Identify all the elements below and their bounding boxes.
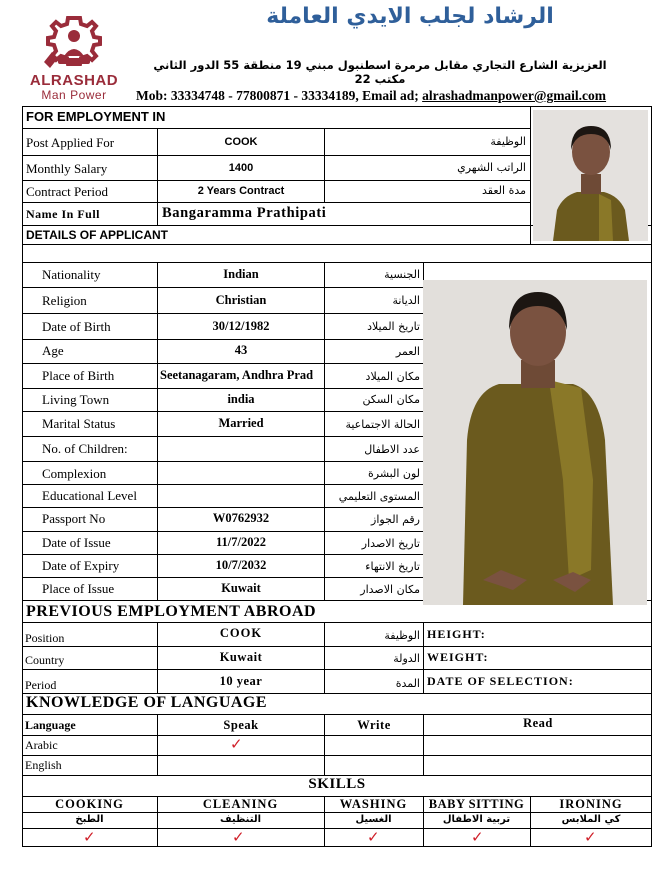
contract-period-label-ar: مدة العقد <box>482 184 526 197</box>
place-of-issue-value: Kuwait <box>221 581 261 595</box>
cleaning-check-icon: ✓ <box>232 828 245 846</box>
skill-baby-sitting-ar: تربية الاطفال <box>442 814 511 825</box>
applicant-photo-full <box>423 280 647 605</box>
marital-status-label: Marital Status <box>42 416 116 431</box>
prev-period-value: 10 year <box>219 674 263 688</box>
previous-employment-title: PREVIOUS EMPLOYMENT ABROAD <box>26 603 317 620</box>
passport-no-value: W0762932 <box>212 511 270 525</box>
applicant-photo-small <box>533 110 648 241</box>
post-applied-value: COOK <box>224 136 258 148</box>
baby-sitting-check-icon: ✓ <box>471 828 484 846</box>
skill-ironing: IRONING <box>559 797 623 811</box>
prev-country-label-ar: الدولة <box>393 652 420 665</box>
prev-country-value: Kuwait <box>219 650 263 664</box>
washing-check-icon: ✓ <box>367 828 380 846</box>
skill-cooking-ar: الطبخ <box>75 814 104 825</box>
skill-baby-sitting: BABY SITTING <box>428 797 525 811</box>
skill-washing: WASHING <box>339 797 408 811</box>
age-label-ar: العمر <box>395 345 420 358</box>
children-label: No. of Children: <box>42 441 128 456</box>
dob-label-ar: تاريخ الميلاد <box>367 320 420 333</box>
education-label: Educational Level <box>42 488 137 503</box>
place-of-birth-label: Place of Birth <box>42 368 115 383</box>
nationality-label-ar: الجنسية <box>384 268 420 281</box>
nationality-label: Nationality <box>42 267 101 282</box>
passport-no-label: Passport No <box>42 511 106 526</box>
marital-status-label-ar: الحالة الاجتماعية <box>345 418 420 431</box>
logo-name: ALRASHAD <box>29 72 119 89</box>
date-of-issue-label-ar: تاريخ الاصدار <box>361 537 420 550</box>
skills-section-title: SKILLS <box>308 776 366 792</box>
monthly-salary-label-ar: الراتب الشهري <box>457 161 526 174</box>
language-col-header: Language <box>25 718 76 732</box>
prev-position-label: Position <box>25 631 65 645</box>
prev-country-label: Country <box>25 653 65 667</box>
post-applied-label: Post Applied For <box>26 135 115 150</box>
date-of-issue-value: 11/7/2022 <box>215 535 266 549</box>
education-label-ar: المستوى التعليمي <box>338 490 420 503</box>
skill-cleaning-ar: التنظيف <box>219 814 262 825</box>
prev-position-value: COOK <box>219 626 263 640</box>
living-town-value: india <box>227 392 255 406</box>
age-label: Age <box>42 343 64 358</box>
date-of-expiry-value: 10/7/2032 <box>215 558 267 572</box>
language-section-title: KNOWLEDGE OF LANGUAGE <box>26 694 268 711</box>
read-col-header: Read <box>523 716 553 730</box>
living-town-label: Living Town <box>42 392 110 407</box>
place-of-issue-label: Place of Issue <box>42 581 115 596</box>
skill-cleaning: CLEANING <box>202 797 279 811</box>
religion-label: Religion <box>42 293 87 308</box>
skill-cooking: COOKING <box>55 797 124 811</box>
weight-label: WEIGHT: <box>427 650 489 664</box>
living-town-label-ar: مكان السكن <box>362 393 420 406</box>
height-label: HEIGHT: <box>427 627 486 641</box>
passport-no-label-ar: رقم الجواز <box>371 513 420 526</box>
prev-position-label-ar: الوظيفة <box>384 629 420 642</box>
religion-label-ar: الديانة <box>392 294 420 307</box>
monthly-salary-label: Monthly Salary <box>26 161 108 176</box>
applicant-section-title: DETAILS OF APPLICANT <box>26 228 168 242</box>
children-label-ar: عدد الاطفال <box>364 443 420 456</box>
company-title-arabic: الرشاد لجلب الايدي العاملة <box>266 4 554 29</box>
age-value: 43 <box>234 343 248 357</box>
language-english-label: English <box>25 758 62 772</box>
prev-period-label: Period <box>25 678 57 692</box>
place-of-issue-label-ar: مكان الاصدار <box>360 583 420 596</box>
date-of-expiry-label: Date of Expiry <box>42 558 120 573</box>
cooking-check-icon: ✓ <box>83 828 96 846</box>
logo-subtitle: Man Power <box>41 88 107 102</box>
skill-ironing-ar: كي الملابس <box>561 814 621 825</box>
company-address-arabic: العزيزية الشارع التجاري مقابل مرمرة اسطنبول مبني 19 منطقة 55 الدور الثاني مكتب 22 <box>153 58 607 86</box>
prev-period-label-ar: المدة <box>395 677 420 690</box>
monthly-salary-value: 1400 <box>228 162 254 174</box>
contact-line <box>136 88 656 104</box>
contact-phones: Mob: 33334748 - 77800871 - 33334189, Email ad; <box>136 88 423 103</box>
arabic-speak-check-icon: ✓ <box>230 735 243 753</box>
contact-email[interactable]: alrashadmanpower@gmail.com <box>422 88 607 103</box>
complexion-label-ar: لون البشرة <box>368 467 420 480</box>
nationality-value: Indian <box>223 267 259 281</box>
write-col-header: Write <box>357 718 391 732</box>
language-arabic-label: Arabic <box>25 738 58 752</box>
dob-label: Date of Birth <box>42 319 111 334</box>
full-name-label: Name In Full <box>26 207 101 221</box>
contract-period-label: Contract Period <box>26 184 108 199</box>
skill-washing-ar: الغسيل <box>355 814 392 825</box>
dob-value: 30/12/1982 <box>212 319 270 333</box>
complexion-label: Complexion <box>42 466 107 481</box>
place-of-birth-value: Seetanagaram, Andhra Prad <box>160 368 314 382</box>
speak-col-header: Speak <box>223 718 259 732</box>
marital-status-value: Married <box>218 416 264 430</box>
post-applied-label-ar: الوظيفة <box>490 135 526 148</box>
full-name-value: Bangaramma Prathipati <box>162 205 327 221</box>
ironing-check-icon: ✓ <box>584 828 597 846</box>
date-of-selection-label: DATE OF SELECTION: <box>427 674 574 688</box>
employment-section-title: FOR EMPLOYMENT IN <box>26 109 166 124</box>
date-of-expiry-label-ar: تاريخ الانتهاء <box>365 560 420 573</box>
contract-period-value: 2 Years Contract <box>197 185 285 197</box>
religion-value: Christian <box>215 293 267 307</box>
date-of-issue-label: Date of Issue <box>42 535 111 550</box>
place-of-birth-label-ar: مكان الميلاد <box>365 370 420 383</box>
